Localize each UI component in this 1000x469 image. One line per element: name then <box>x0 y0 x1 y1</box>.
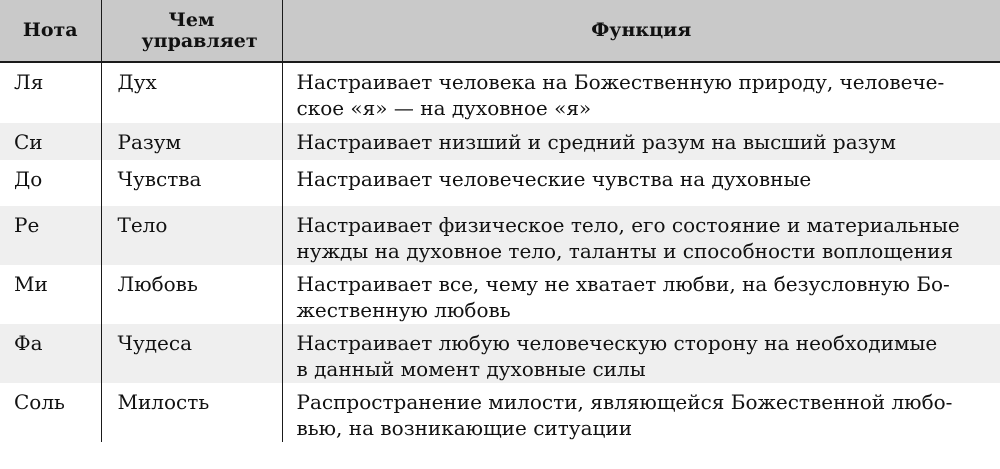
function-cell: Настраивает человеческие чувства на духовные <box>282 160 1000 206</box>
control-cell: Любовь <box>101 265 282 324</box>
control-cell: Разум <box>101 123 282 160</box>
header-function: Функция <box>282 0 1000 62</box>
control-cell: Тело <box>101 206 282 265</box>
function-cell: Распространение милости, являющейся Божественной любо- вью, на возникающие ситуации <box>282 383 1000 442</box>
function-cell: Настраивает человека на Божественную природу, человече- ское «я» — на духовное «я» <box>282 62 1000 123</box>
table-row <box>0 206 1000 265</box>
note-cell: Ля <box>0 62 101 123</box>
control-cell: Милость <box>101 383 282 442</box>
note-cell: Ре <box>0 206 101 265</box>
header-row <box>0 0 1000 62</box>
header-note: Нота <box>0 0 101 62</box>
function-cell: Настраивает любую человеческую сторону на необходимые в данный момент духовные силы <box>282 324 1000 383</box>
table-row <box>0 383 1000 442</box>
table-row <box>0 324 1000 383</box>
control-cell: Чудеса <box>101 324 282 383</box>
function-cell: Настраивает все, чему не хватает любви, на безусловную Бо- жественную любовь <box>282 265 1000 324</box>
header-control: Чем управляет <box>101 0 282 62</box>
note-cell: Ми <box>0 265 101 324</box>
note-cell: Фа <box>0 324 101 383</box>
control-cell: Дух <box>101 62 282 123</box>
function-cell: Настраивает физическое тело, его состояние и материальные нужды на духовное тело, таланты и способности воплощения <box>282 206 1000 265</box>
function-cell: Настраивает низший и средний разум на высший разум <box>282 123 1000 160</box>
table-row <box>0 265 1000 324</box>
table-row <box>0 160 1000 206</box>
note-cell: До <box>0 160 101 206</box>
note-cell: Си <box>0 123 101 160</box>
table-row <box>0 62 1000 123</box>
control-cell: Чувства <box>101 160 282 206</box>
table-row <box>0 123 1000 160</box>
note-cell: Соль <box>0 383 101 442</box>
